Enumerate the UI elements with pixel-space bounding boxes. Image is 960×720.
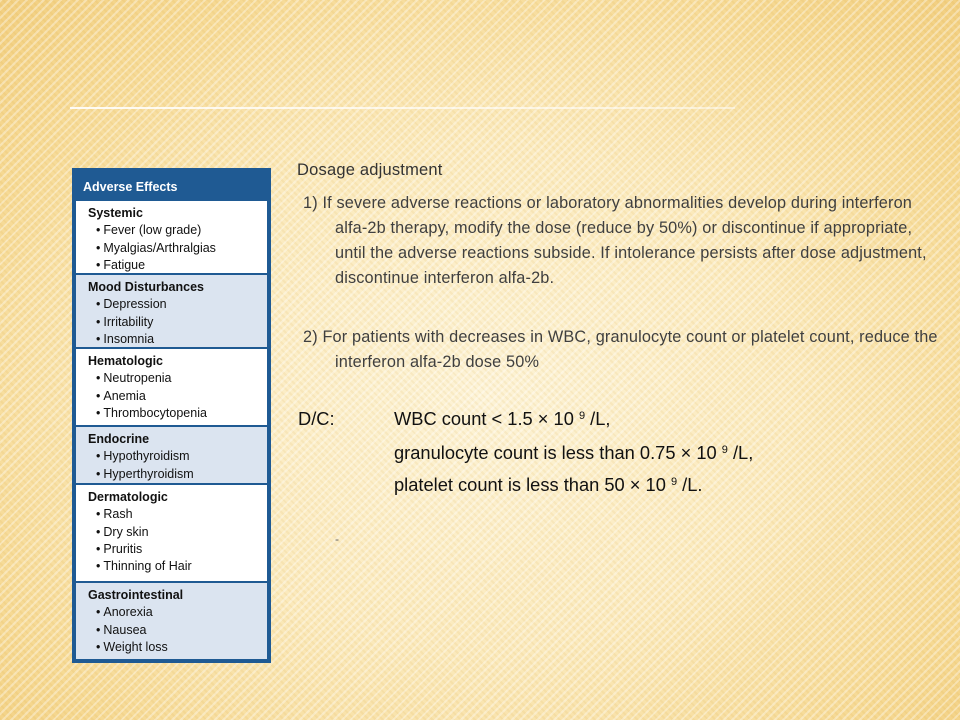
dc-wbc-line: WBC count < 1.5 × 10 $^9$ /L, (394, 408, 611, 429)
ae-list-item: • Rash (90, 506, 267, 523)
ae-list-item: • Anorexia (90, 604, 267, 621)
dc-label: D/C: (298, 408, 335, 429)
ae-list-item: • Neutropenia (90, 370, 267, 387)
ae-section-hematologic (75, 348, 268, 426)
ae-list-item: • Nausea (90, 622, 267, 639)
dosage-heading: Dosage adjustment (297, 161, 443, 179)
ae-list-item: • Weight loss (90, 639, 267, 656)
ae-section-title: Dermatologic (88, 490, 168, 504)
dc-platelet-line: platelet count is less than 50 × 10 $^9$ /L. (394, 474, 703, 495)
ae-list-item: • Pruritis (90, 541, 267, 558)
dosage-paragraph-1: 1) If severe adverse reactions or laboratory abnormalities develop during interferon alfa-2b therapy, modify the dose (reduce by 50%) or discontinue if appropriate, until the adverse reactions subside. If intolerance persists after dose adjustment, discontinue interferon alfa-2b. (303, 194, 927, 287)
ae-list-item: • Anemia (90, 388, 267, 405)
ae-section-title: Hematologic (88, 354, 164, 368)
dosage-paragraph-2: 2) For patients with decreases in WBC, granulocyte count or platelet count, reduce the interferon alfa-2b dose 50% (303, 328, 938, 371)
ae-list-item: • Thinning of Hair (90, 558, 267, 575)
ae-list-item: • Thrombocytopenia (90, 405, 267, 422)
ae-list-item: • Hyperthyroidism (90, 466, 267, 483)
ae-section-title: Gastrointestinal (88, 588, 184, 602)
ae-section-endocrine (75, 426, 268, 484)
ae-list-item: • Dry skin (90, 524, 267, 541)
ae-section-mood-disturbances (75, 274, 268, 348)
ae-list-item: • Hypothyroidism (90, 448, 267, 465)
ae-section-title: Systemic (88, 206, 143, 220)
adverse-effects-table (72, 168, 271, 663)
ae-list-item: • Fever (low grade) (90, 222, 267, 239)
top-divider (70, 107, 735, 109)
ae-list-item: • Irritability (90, 314, 267, 331)
adverse-effects-header: Adverse Effects (75, 171, 268, 200)
ae-list-item: • Depression (90, 296, 267, 313)
ae-section-gastrointestinal (75, 582, 268, 660)
ae-list-item: • Insomnia (90, 331, 267, 348)
trailing-mark: - (335, 532, 339, 546)
dc-granulocyte-line: granulocyte count is less than 0.75 × 10 $^9$ /L, (394, 442, 754, 463)
ae-section-dermatologic (75, 484, 268, 582)
ae-list-item: • Myalgias/Arthralgias (90, 240, 267, 257)
ae-section-title: Mood Disturbances (88, 280, 204, 294)
ae-list-item: • Fatigue (90, 257, 267, 274)
ae-section-systemic (75, 200, 268, 274)
ae-section-title: Endocrine (88, 432, 150, 446)
